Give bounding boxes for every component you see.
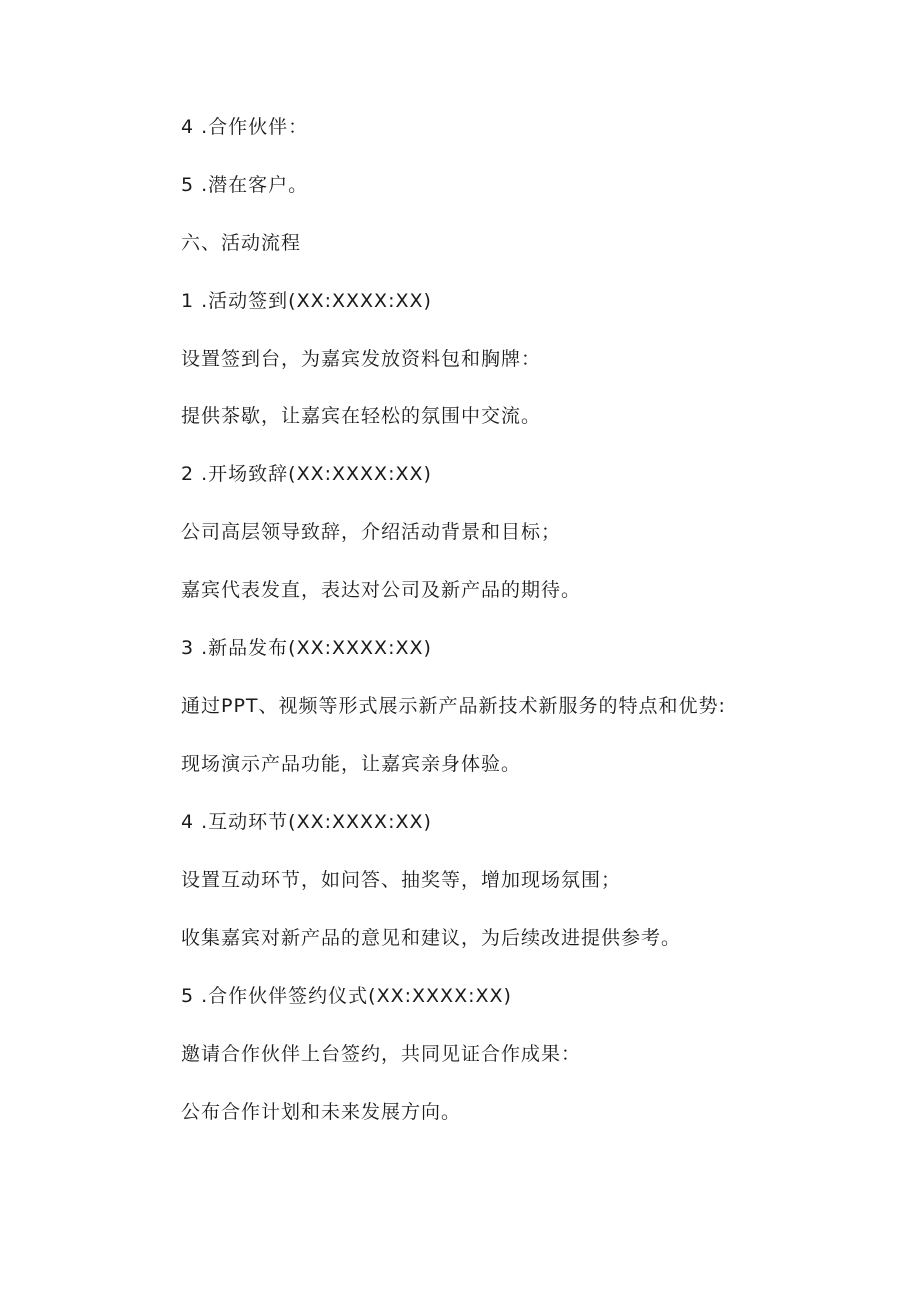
paragraph: 提供茶歇，让嘉宾在轻松的氛围中交流。	[181, 405, 542, 427]
step-heading-product-launch: 3 .新品发布(XX:XXXX:XX)	[181, 637, 432, 659]
paragraph: 嘉宾代表发直，表达对公司及新产品的期待。	[181, 579, 582, 601]
paragraph: 现场演示产品功能，让嘉宾亲身体验。	[181, 753, 522, 775]
paragraph: 设置签到台，为嘉宾发放资料包和胸牌：	[181, 348, 542, 370]
list-item-partners: 4 .合作伙伴：	[181, 116, 309, 138]
section-heading-activity-flow: 六、活动流程	[181, 232, 302, 254]
list-item-potential-customers: 5 .潜在客户。	[181, 174, 309, 196]
step-heading-check-in: 1 .活动签到(XX:XXXX:XX)	[181, 290, 432, 312]
step-heading-opening-speech: 2 .开场致辞(XX:XXXX:XX)	[181, 463, 432, 485]
paragraph: 通过PPT、视频等形式展示新产品新技术新服务的特点和优势:	[181, 695, 726, 717]
paragraph: 公布合作计划和未来发展方向。	[181, 1101, 462, 1123]
paragraph: 公司高层领导致辞，介绍活动背景和目标；	[181, 521, 562, 543]
paragraph: 设置互动环节，如问答、抽奖等，增加现场氛围；	[181, 869, 622, 891]
paragraph: 邀请合作伙伴上台签约，共同见证合作成果：	[181, 1043, 582, 1065]
paragraph: 收集嘉宾对新产品的意见和建议，为后续改进提供参考。	[181, 927, 682, 949]
step-heading-interaction: 4 .互动环节(XX:XXXX:XX)	[181, 811, 432, 833]
step-heading-signing-ceremony: 5 .合作伙伴签约仪式(XX:XXXX:XX)	[181, 985, 512, 1007]
